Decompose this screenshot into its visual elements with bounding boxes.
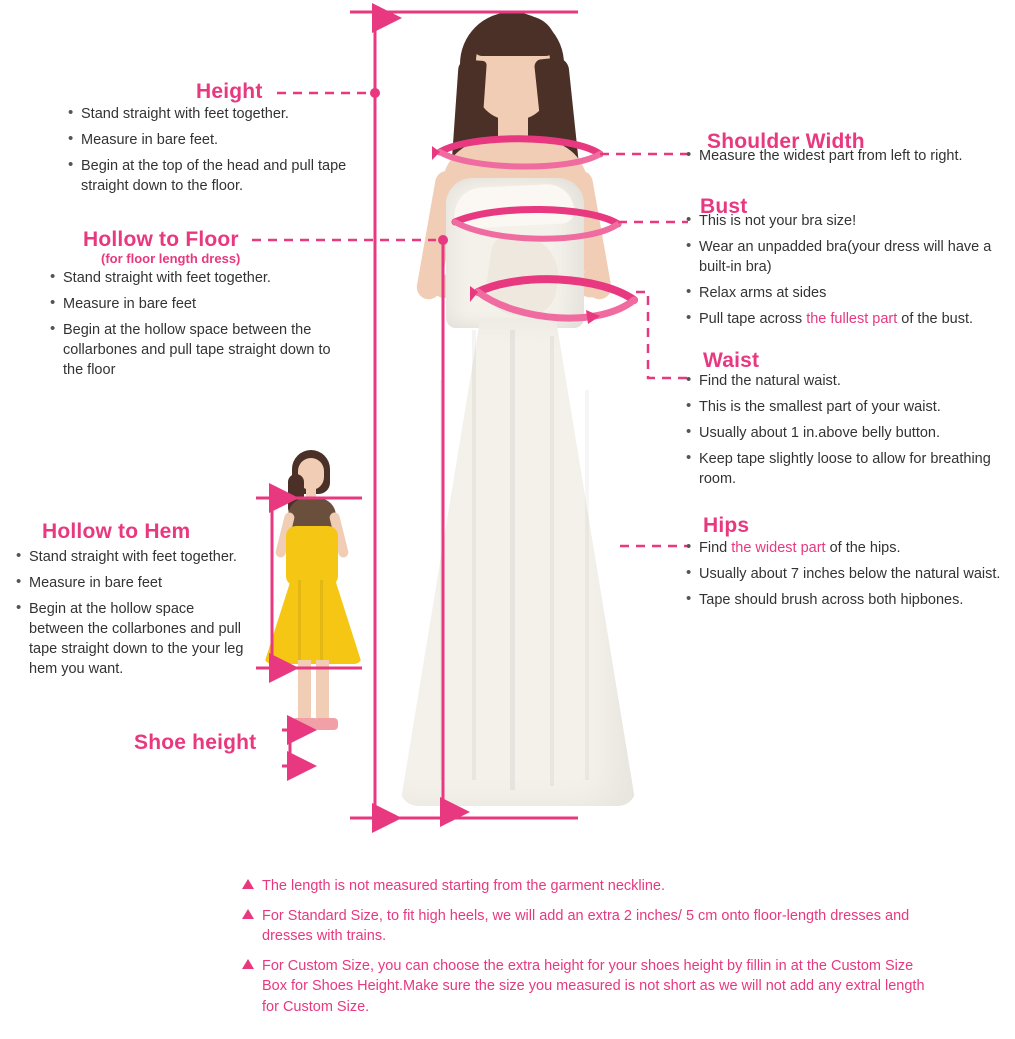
hips-pre: Find <box>699 540 732 556</box>
shoe-height-title: Shoe height <box>134 731 257 754</box>
list-item: • Keep tape slightly loose to allow for breathing room. <box>684 449 1004 489</box>
model-illustration-tall <box>380 0 680 830</box>
list-item-bust-fullest <box>684 309 1014 329</box>
hips-title: Hips <box>703 514 750 537</box>
list-item: • Begin at the hollow space between the collarbones and pull tape straight down to the floor <box>48 320 348 380</box>
hollow-to-floor-bullets <box>48 268 348 386</box>
footer-notes <box>240 876 940 1026</box>
list-item: • Wear an unpadded bra(your dress will have a built-in bra) <box>684 237 1014 277</box>
list-item: • Begin at the hollow space between the collarbones and pull tape straight down to the your leg hem you want. <box>14 599 244 679</box>
list-item: • Tape should brush across both hipbones. <box>684 590 1004 610</box>
warning-triangle-icon <box>242 879 254 889</box>
bust-highlight: the fullest part <box>806 311 898 327</box>
waist-title: Waist <box>703 349 760 372</box>
list-item: • Measure the widest part from left to right. <box>684 146 1014 166</box>
list-item: • Relax arms at sides <box>684 283 1014 303</box>
height-bullets <box>66 104 356 202</box>
hips-bullets <box>684 538 1004 616</box>
bust-post: of the bust. <box>897 311 974 327</box>
hips-post: of the hips. <box>825 540 901 556</box>
list-item: • Stand straight with feet together. <box>14 547 244 567</box>
list-item: • Measure in bare feet <box>14 573 244 593</box>
bust-title: Bust <box>700 195 748 218</box>
note-text: For Custom Size, you can choose the extra height for your shoes height by fillin in at the Custom Size Box for Shoes Height.Make sure the size you measured is not short as we will not add any extral length for Custom Size. <box>262 957 925 1015</box>
warning-triangle-icon <box>242 909 254 919</box>
list-item: • Measure in bare feet <box>48 294 348 314</box>
list-item: • Stand straight with feet together. <box>66 104 356 124</box>
list-item: • This is not your bra size! <box>684 211 1014 231</box>
model-illustration-short <box>258 440 398 770</box>
waist-bullets <box>684 371 1004 495</box>
list-item: • Begin at the top of the head and pull tape straight down to the floor. <box>66 156 356 196</box>
hollow-to-hem-title: Hollow to Hem <box>42 520 191 543</box>
hollow-to-floor-subtitle: (for floor length dress) <box>101 251 241 266</box>
warning-triangle-icon <box>242 959 254 969</box>
list-item: • Measure in bare feet. <box>66 130 356 150</box>
hollow-to-hem-bullets <box>14 547 244 685</box>
height-title: Height <box>196 80 263 103</box>
list-item: • Find the natural waist. <box>684 371 1004 391</box>
bust-pre: Pull tape across <box>699 311 807 327</box>
note-text: For Standard Size, to fit high heels, we will add an extra 2 inches/ 5 cm onto floor-length dresses and dresses with trains. <box>262 907 910 945</box>
hollow-to-floor-title: Hollow to Floor <box>83 228 239 251</box>
hips-highlight: the widest part <box>731 540 826 556</box>
shoulder-width-title: Shoulder Width <box>707 130 865 153</box>
list-item-hips-widest <box>684 538 1004 558</box>
list-item: • Usually about 7 inches below the natural waist. <box>684 564 1004 584</box>
bust-bullets <box>684 211 1014 335</box>
shoulder-width-bullets <box>684 146 1014 172</box>
note-item <box>240 876 940 897</box>
list-item: • Usually about 1 in.above belly button. <box>684 423 1004 443</box>
list-item: • This is the smallest part of your waist. <box>684 397 1004 417</box>
note-item <box>240 956 940 1018</box>
note-item <box>240 906 940 947</box>
note-text: The length is not measured starting from the garment neckline. <box>262 878 665 894</box>
list-item: • Stand straight with feet together. <box>48 268 348 288</box>
